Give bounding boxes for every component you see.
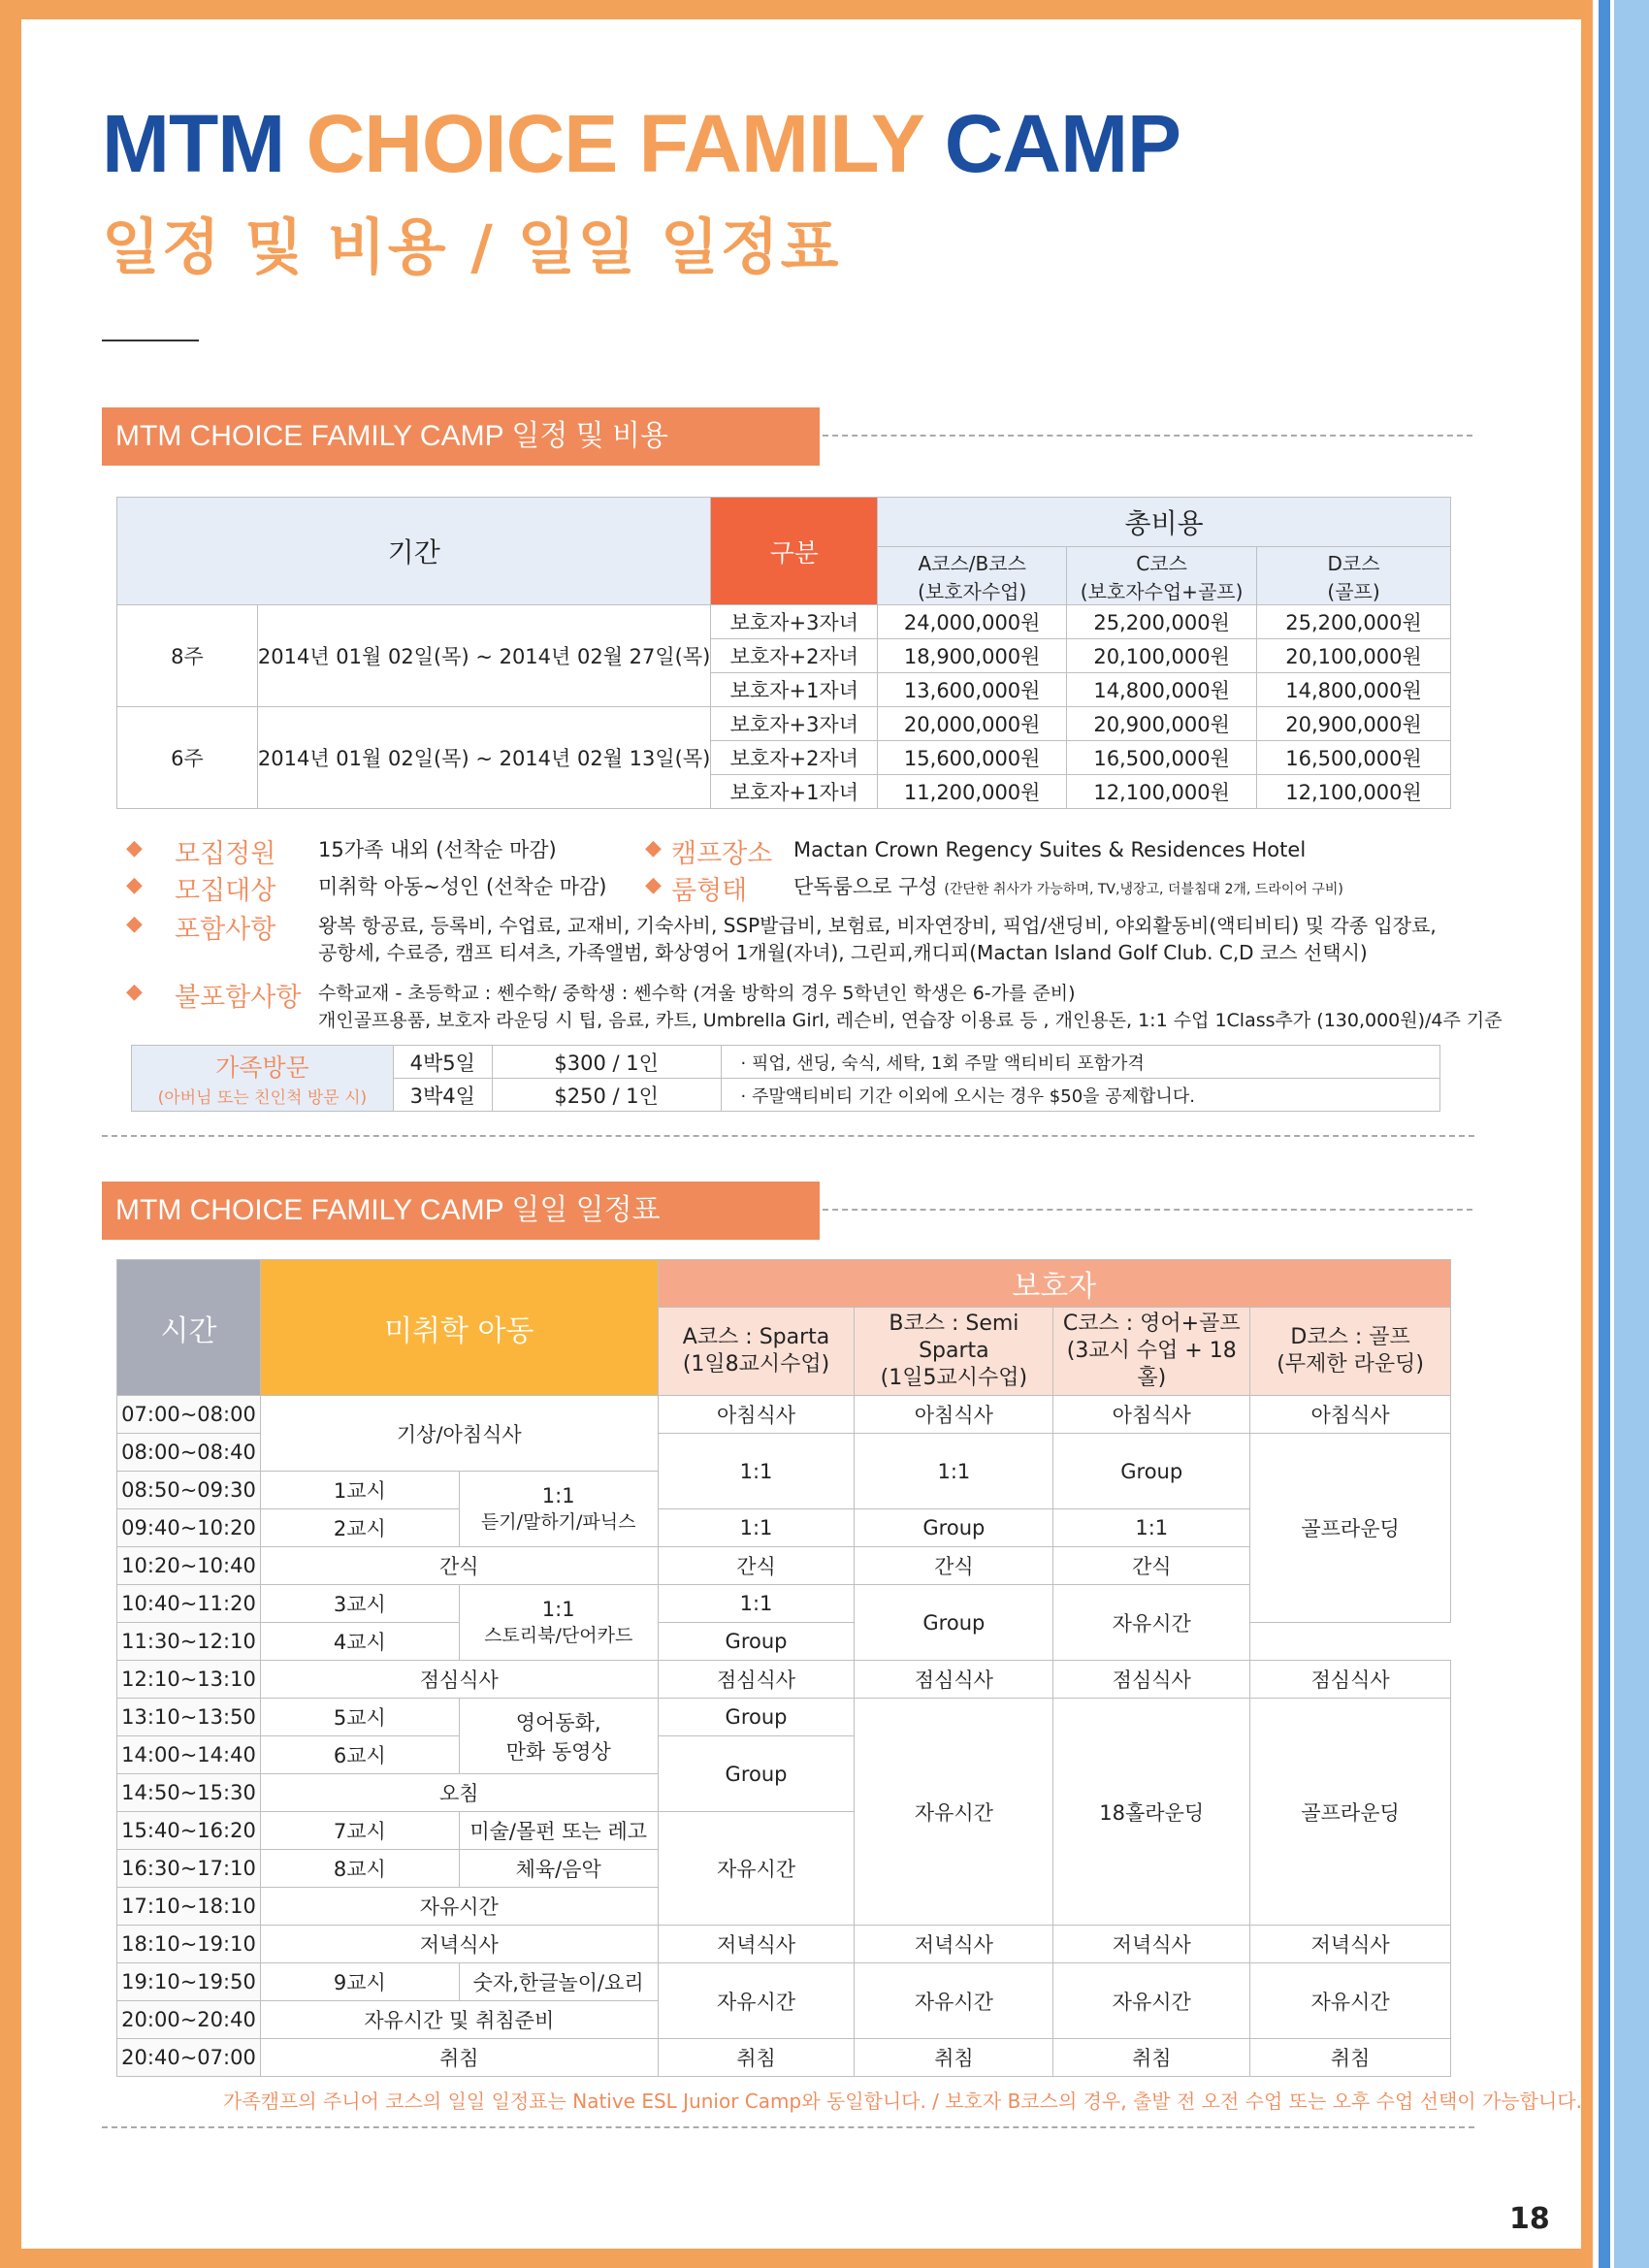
parent-activity: 골프라운딩 <box>1250 1699 1451 1926</box>
time-cell: 18:10~19:10 <box>117 1926 261 1963</box>
info-value: 단독룸으로 구성 (간단한 취사가 가능하며, TV,냉장고, 더블침대 2개, 드라이어 구비) <box>793 875 1343 898</box>
header-course-d: D코스 : 골프 (무제한 라운딩) <box>1250 1308 1451 1396</box>
parent-activity: 간식 <box>658 1547 855 1585</box>
info-label: 모집대상 <box>175 876 276 906</box>
time-cell: 07:00~08:00 <box>117 1396 261 1434</box>
parent-activity: 골프라운딩 <box>1250 1434 1451 1623</box>
header-kid: 미취학 아동 <box>260 1260 658 1396</box>
visit-price: $300 / 1인 <box>492 1046 721 1079</box>
info-value: 왕복 항공료, 등록비, 수업료, 교재비, 기숙사비, SSP발급비, 보험료, 비자연장비, 픽업/샌딩비, 야외활동비(액티비티) 및 각종 입장료, 공항세, 수료증, 캠프 티셔츠, 가족앨범, 화상영어 1개월(자녀), 그린피,캐디피(Mactan Island Golf Club. C,D 코스 선택시) <box>318 914 1437 964</box>
family-visit-table <box>131 1045 1440 1112</box>
visit-stay: 3박4일 <box>393 1079 492 1112</box>
price-cell: 13,600,000원 <box>878 673 1067 707</box>
parent-activity: 점심식사 <box>658 1661 855 1699</box>
header-course-a: A코스 : Sparta (1일8교시수업) <box>658 1308 855 1396</box>
time-cell: 16:30~17:10 <box>117 1850 261 1888</box>
kid-period: 8교시 <box>260 1850 459 1888</box>
diamond-icon: ◆ <box>645 873 662 897</box>
parent-activity: 저녁식사 <box>855 1926 1053 1963</box>
header-course-c: C코스 (보호자수업+골프) <box>1067 547 1257 605</box>
info-label: 불포함사항 <box>175 983 302 1013</box>
parent-activity: 점심식사 <box>1053 1661 1250 1699</box>
time-cell: 08:00~08:40 <box>117 1434 261 1472</box>
parent-activity: Group <box>658 1736 855 1812</box>
parent-activity: Group <box>1053 1434 1250 1509</box>
binder-edge-light <box>1614 0 1649 2268</box>
time-cell: 15:40~16:20 <box>117 1812 261 1850</box>
header-time: 시간 <box>117 1260 261 1396</box>
kid-period: 4교시 <box>260 1623 459 1661</box>
division-cell: 보호자+3자녀 <box>711 605 878 639</box>
info-label: 모집정원 <box>175 839 276 869</box>
header-course-c: C코스 : 영어+골프 (3교시 수업 + 18홀) <box>1053 1308 1250 1396</box>
header-course-d: D코스 (골프) <box>1257 547 1451 605</box>
page-title <box>102 97 1180 191</box>
time-cell: 14:50~15:30 <box>117 1774 261 1812</box>
visit-label: 가족방문 (아버님 또는 친인척 방문 시) <box>132 1046 394 1112</box>
info-label: 캠프장소 <box>671 839 773 869</box>
parent-activity: 1:1 <box>658 1585 855 1623</box>
info-label: 포함사항 <box>175 915 276 945</box>
price-cell: 25,200,000원 <box>1067 605 1257 639</box>
parent-activity: 점심식사 <box>855 1661 1053 1699</box>
parent-activity: 자유시간 <box>1250 1963 1451 2039</box>
weeks-6: 6주 <box>117 707 258 809</box>
parent-activity: 자유시간 <box>855 1699 1053 1926</box>
section-divider <box>823 435 1472 437</box>
parent-activity: Group <box>658 1623 855 1661</box>
parent-activity: 취침 <box>1053 2039 1250 2077</box>
price-cell: 14,800,000원 <box>1067 673 1257 707</box>
info-included <box>126 912 1533 970</box>
cost-table <box>116 497 1451 809</box>
table-row <box>117 707 1451 741</box>
time-cell: 11:30~12:10 <box>117 1623 261 1661</box>
price-cell: 16,500,000원 <box>1257 741 1451 775</box>
info-value: Mactan Crown Regency Suites & Residences Hotel <box>793 838 1307 861</box>
diamond-icon: ◆ <box>126 873 143 897</box>
info-value: 15가족 내외 (선착순 마감) <box>318 838 557 861</box>
section-divider <box>102 2126 1474 2128</box>
kid-activity: 간식 <box>260 1547 658 1585</box>
title-rule <box>102 340 199 341</box>
section-divider <box>102 1135 1474 1137</box>
price-cell: 20,100,000원 <box>1257 639 1451 673</box>
kid-activity: 자유시간 <box>260 1888 658 1926</box>
info-recruit-target <box>126 873 1533 906</box>
kid-activity: 미술/몰펀 또는 레고 <box>459 1812 658 1850</box>
price-cell: 16,500,000원 <box>1067 741 1257 775</box>
visit-note: · 주말액티비티 기간 이외에 오시는 경우 $50을 공제합니다. <box>721 1079 1439 1112</box>
time-cell: 19:10~19:50 <box>117 1963 261 2001</box>
parent-activity: 아침식사 <box>658 1396 855 1434</box>
parent-activity: 1:1 <box>658 1509 855 1547</box>
parent-activity: 18홀라운딩 <box>1053 1699 1250 1926</box>
kid-activity: 1:1 듣기/말하기/파닉스 <box>459 1472 658 1547</box>
time-cell: 17:10~18:10 <box>117 1888 261 1926</box>
header-course-b: B코스 : Semi Sparta (1일5교시수업) <box>855 1308 1053 1396</box>
info-label: 룸형태 <box>671 876 748 906</box>
kid-activity: 취침 <box>260 2039 658 2077</box>
parent-activity: 1:1 <box>855 1434 1053 1509</box>
parent-activity: 자유시간 <box>1053 1585 1250 1661</box>
parent-activity: 자유시간 <box>1053 1963 1250 2039</box>
parent-activity: 점심식사 <box>1250 1661 1451 1699</box>
price-cell: 24,000,000원 <box>878 605 1067 639</box>
kid-period: 2교시 <box>260 1509 459 1547</box>
visit-stay: 4박5일 <box>393 1046 492 1079</box>
dates-8: 2014년 01월 02일(목) ~ 2014년 02월 27일(목) <box>257 605 711 707</box>
time-cell: 12:10~13:10 <box>117 1661 261 1699</box>
page-border-right <box>1581 0 1593 2268</box>
page-subtitle: 일정 및 비용 / 일일 일정표 <box>102 211 841 282</box>
parent-activity: 아침식사 <box>1053 1396 1250 1434</box>
kid-period: 5교시 <box>260 1699 459 1736</box>
parent-activity: 아침식사 <box>1250 1396 1451 1434</box>
price-cell: 20,900,000원 <box>1257 707 1451 741</box>
parent-activity: 아침식사 <box>855 1396 1053 1434</box>
title-mtm: MTM <box>102 98 285 189</box>
kid-period: 7교시 <box>260 1812 459 1850</box>
parent-activity: 저녁식사 <box>658 1926 855 1963</box>
kid-activity: 숫자,한글놀이/요리 <box>459 1963 658 2001</box>
parent-activity: 자유시간 <box>855 1963 1053 2039</box>
binder-edge <box>1599 0 1610 2268</box>
price-cell: 20,100,000원 <box>1067 639 1257 673</box>
title-camp: CAMP <box>944 98 1181 189</box>
table-row <box>117 605 1451 639</box>
price-cell: 14,800,000원 <box>1257 673 1451 707</box>
weeks-8: 8주 <box>117 605 258 707</box>
page-border-bottom <box>0 2249 1591 2268</box>
parent-activity: 자유시간 <box>658 1963 855 2039</box>
diamond-icon: ◆ <box>126 912 143 936</box>
header-total-cost: 총비용 <box>878 498 1451 547</box>
division-cell: 보호자+1자녀 <box>711 673 878 707</box>
info-recruit-number <box>126 836 1533 869</box>
parent-activity: Group <box>855 1585 1053 1661</box>
kid-activity: 점심식사 <box>260 1661 658 1699</box>
time-cell: 08:50~09:30 <box>117 1472 261 1509</box>
diamond-icon: ◆ <box>126 980 143 1004</box>
parent-activity: Group <box>658 1699 855 1736</box>
info-excluded <box>126 980 1533 1038</box>
price-cell: 20,900,000원 <box>1067 707 1257 741</box>
kid-activity: 체육/음악 <box>459 1850 658 1888</box>
section-header-schedule: MTM CHOICE FAMILY CAMP 일일 일정표 <box>102 1182 820 1240</box>
kid-activity: 저녁식사 <box>260 1926 658 1963</box>
section-divider <box>823 1209 1472 1211</box>
time-cell: 10:20~10:40 <box>117 1547 261 1585</box>
price-cell: 11,200,000원 <box>878 775 1067 809</box>
kid-period: 6교시 <box>260 1736 459 1774</box>
info-value: 수학교재 - 초등학교 : 쎈수학/ 중학생 : 쎈수학 (겨울 방학의 경우 5학년인 학생은 6-가를 준비) 개인골프용품, 보호자 라운딩 시 팁, 음료, 카트, Umbrella Girl, 레슨비, 연습장 이용료 등 , 개인용돈, 1:1 수업 1Class추가 (130,000원)/4주 기준 <box>318 983 1503 1031</box>
section-header-cost: MTM CHOICE FAMILY CAMP 일정 및 비용 <box>102 407 820 466</box>
time-cell: 20:40~07:00 <box>117 2039 261 2077</box>
division-cell: 보호자+3자녀 <box>711 707 878 741</box>
parent-activity: Group <box>855 1509 1053 1547</box>
price-cell: 18,900,000원 <box>878 639 1067 673</box>
kid-period: 3교시 <box>260 1585 459 1623</box>
header-parent: 보호자 <box>658 1260 1450 1308</box>
parent-activity: 취침 <box>855 2039 1053 2077</box>
page-border-top <box>0 0 1591 19</box>
header-course-ab: A코스/B코스 (보호자수업) <box>878 547 1067 605</box>
kid-period: 9교시 <box>260 1963 459 2001</box>
page-number: 18 <box>1509 2202 1550 2236</box>
parent-activity: 간식 <box>855 1547 1053 1585</box>
price-cell: 15,600,000원 <box>878 741 1067 775</box>
kid-period: 1교시 <box>260 1472 459 1509</box>
kid-activity: 1:1 스토리북/단어카드 <box>459 1585 658 1661</box>
division-cell: 보호자+2자녀 <box>711 741 878 775</box>
page-border-left <box>0 0 21 2268</box>
visit-note: · 픽업, 샌딩, 숙식, 세탁, 1회 주말 액티비티 포함가격 <box>721 1046 1439 1079</box>
division-cell: 보호자+2자녀 <box>711 639 878 673</box>
parent-activity: 취침 <box>1250 2039 1451 2077</box>
time-cell: 10:40~11:20 <box>117 1585 261 1623</box>
parent-activity: 간식 <box>1053 1547 1250 1585</box>
parent-activity: 1:1 <box>658 1434 855 1509</box>
parent-activity: 1:1 <box>1053 1509 1250 1547</box>
schedule-table <box>116 1259 1451 2077</box>
dates-6: 2014년 01월 02일(목) ~ 2014년 02월 13일(목) <box>257 707 711 809</box>
kid-activity: 기상/아침식사 <box>260 1396 658 1472</box>
kid-activity: 오침 <box>260 1774 658 1812</box>
parent-activity: 저녁식사 <box>1053 1926 1250 1963</box>
time-cell: 20:00~20:40 <box>117 2001 261 2039</box>
price-cell: 12,100,000원 <box>1257 775 1451 809</box>
price-cell: 12,100,000원 <box>1067 775 1257 809</box>
price-cell: 25,200,000원 <box>1257 605 1451 639</box>
time-cell: 13:10~13:50 <box>117 1699 261 1736</box>
visit-price: $250 / 1인 <box>492 1079 721 1112</box>
parent-activity: 취침 <box>658 2039 855 2077</box>
info-value: 미취학 아동~성인 (선착순 마감) <box>318 875 607 898</box>
kid-activity: 자유시간 및 취침준비 <box>260 2001 658 2039</box>
parent-activity: 자유시간 <box>658 1812 855 1926</box>
price-cell: 20,000,000원 <box>878 707 1067 741</box>
footnote: 가족캠프의 주니어 코스의 일일 일정표는 Native ESL Junior Camp와 동일합니다. / 보호자 B코스의 경우, 출발 전 오전 수업 또는 오후 수업 선택이 가능합니다. <box>223 2090 1582 2113</box>
time-cell: 09:40~10:20 <box>117 1509 261 1547</box>
title-choice-family: CHOICE FAMILY <box>306 98 923 189</box>
time-cell: 14:00~14:40 <box>117 1736 261 1774</box>
header-period: 기간 <box>117 498 711 605</box>
parent-activity: 저녁식사 <box>1250 1926 1451 1963</box>
division-cell: 보호자+1자녀 <box>711 775 878 809</box>
header-division: 구분 <box>711 498 878 605</box>
diamond-icon: ◆ <box>645 836 662 860</box>
kid-activity: 영어동화, 만화 동영상 <box>459 1699 658 1774</box>
diamond-icon: ◆ <box>126 836 143 860</box>
